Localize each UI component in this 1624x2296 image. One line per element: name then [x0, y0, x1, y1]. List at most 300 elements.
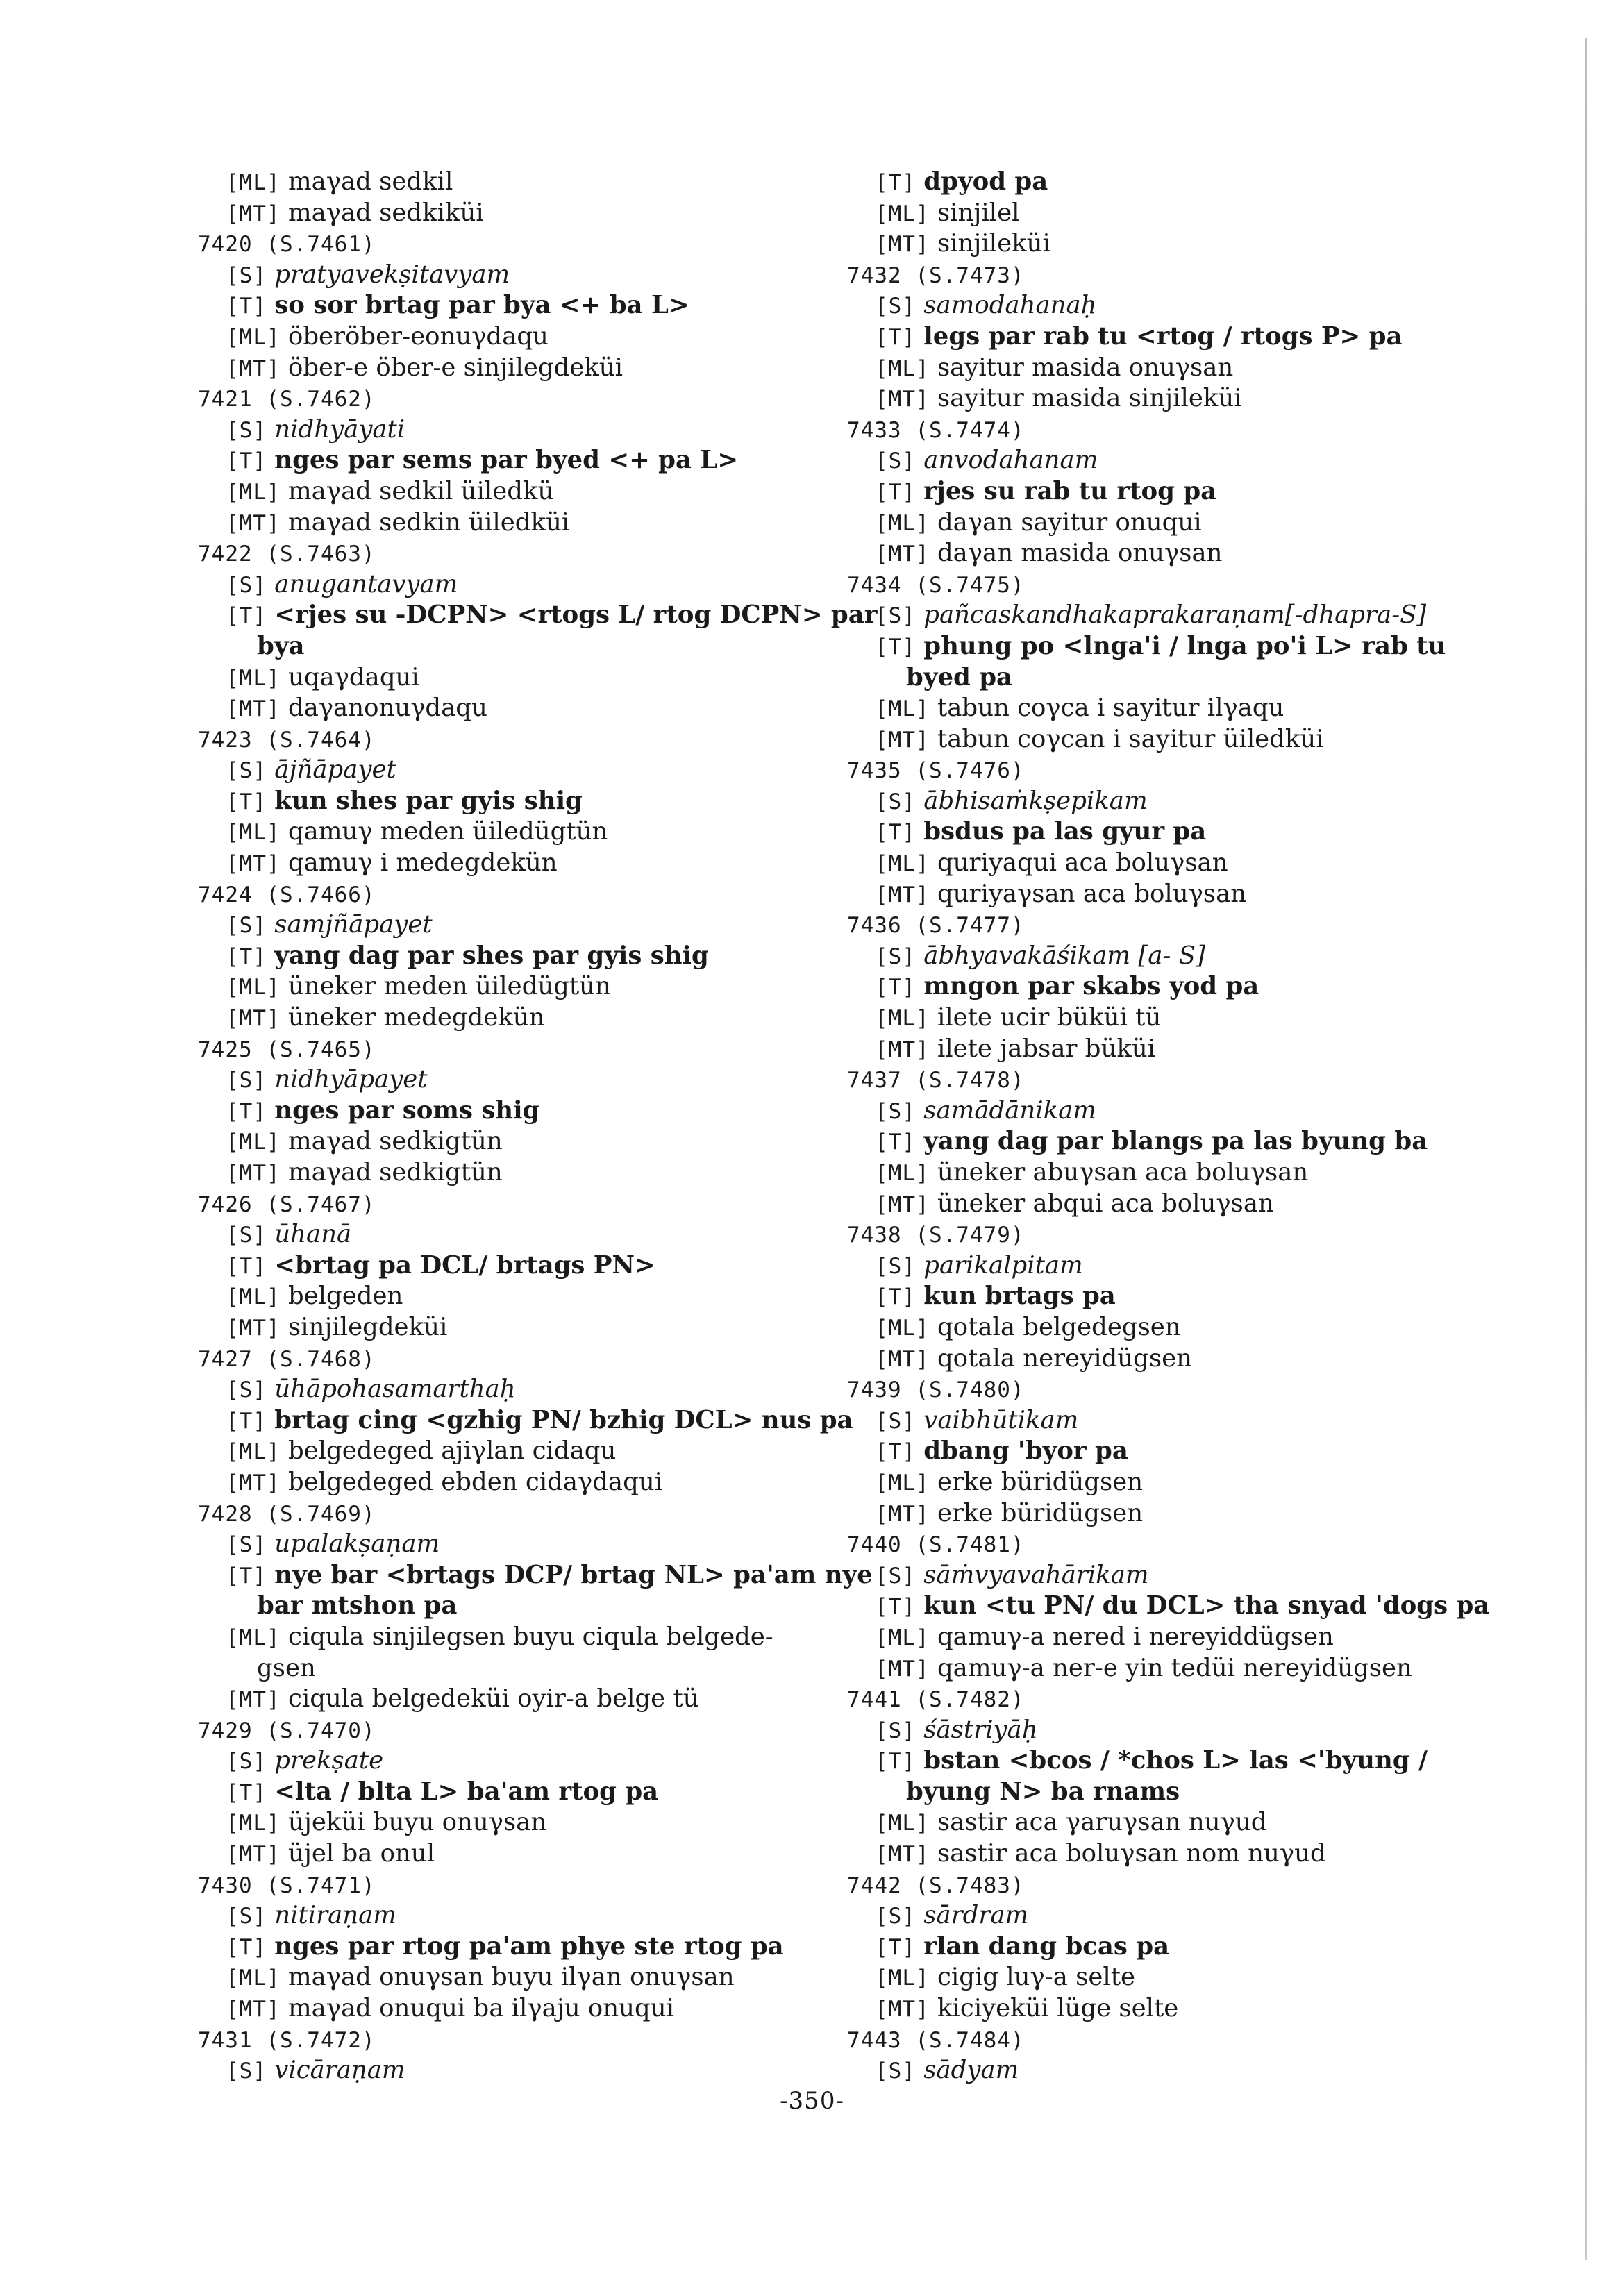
entry-number	[198, 1715, 851, 1746]
language-tag: [S]	[226, 417, 267, 443]
entry-number-text: 7435 (S.7476)	[847, 758, 1025, 784]
entry-number-text: 7424 (S.7466)	[198, 882, 376, 907]
language-tag: [MT]	[875, 232, 930, 258]
language-tag: [T]	[226, 294, 267, 319]
entry-text: tabun coγcan i sayitur üiledküi	[937, 724, 1324, 753]
language-tag: [T]	[875, 324, 916, 350]
entry-line-t	[847, 662, 1475, 694]
entry-line-s	[847, 1250, 1475, 1282]
language-tag: [S]	[226, 262, 267, 288]
language-tag: [S]	[875, 2059, 916, 2084]
entry-text: daγanonuγdaqu	[287, 694, 487, 723]
entry-text: maγad onuγsan buyu ilγan onuγsan	[287, 1963, 735, 1992]
entry-line-ml	[847, 1807, 1475, 1838]
entry-line-mt	[198, 1993, 851, 2025]
entry-line-t	[847, 1777, 1475, 1808]
language-tag: [S]	[226, 1532, 267, 1558]
entry-line-t	[847, 1281, 1475, 1312]
language-tag: [MT]	[226, 1687, 281, 1713]
entry-line-t	[847, 167, 1475, 198]
entry-line-t	[198, 631, 851, 662]
entry-number	[847, 2025, 1475, 2056]
entry-number-text: 7429 (S.7470)	[198, 1718, 376, 1743]
entry-text: śāstriyāḥ	[923, 1715, 1038, 1744]
entry-text: <brtag pa DCL/ brtags PN>	[274, 1250, 655, 1280]
entry-text: ābhyavakāśikam [a- S]	[923, 941, 1205, 970]
entry-line-s	[198, 1900, 851, 1932]
entry-number	[847, 569, 1475, 601]
entry-number-text: 7426 (S.7467)	[198, 1191, 376, 1217]
language-tag: [ML]	[226, 1625, 281, 1650]
entry-line-s	[847, 2055, 1475, 2086]
entry-text: mngon par skabs yod pa	[923, 972, 1259, 1001]
entry-number-text: 7430 (S.7471)	[198, 1872, 376, 1898]
language-tag: [MT]	[875, 1656, 930, 1682]
entry-line-s	[198, 1219, 851, 1250]
entry-line-s	[198, 2055, 851, 2086]
entry-number	[847, 1870, 1475, 1901]
entry-line-ml	[847, 693, 1475, 724]
entry-number	[198, 383, 851, 414]
entry-text: daγan masida onuγsan	[937, 539, 1223, 568]
entry-line-ml	[198, 1962, 851, 1993]
language-tag: [ML]	[875, 355, 930, 381]
language-tag: [MT]	[875, 1997, 930, 2022]
language-tag: [S]	[875, 1904, 916, 1929]
language-tag: [ML]	[875, 1811, 930, 1836]
entry-number-text: 7436 (S.7477)	[847, 913, 1025, 939]
entry-line-ml	[198, 971, 851, 1003]
language-tag: [T]	[875, 1439, 916, 1465]
entry-line-ml	[847, 353, 1475, 384]
entry-text: erke büridügsen	[937, 1498, 1144, 1527]
entry-text: ūhāpohasamarthaḥ	[274, 1375, 516, 1404]
entry-text: yang dag par blangs pa las byung ba	[923, 1127, 1428, 1156]
language-tag: [S]	[875, 1563, 916, 1589]
entry-number-text: 7441 (S.7482)	[847, 1687, 1025, 1713]
language-tag: [MT]	[875, 1037, 930, 1062]
entry-number	[198, 228, 851, 260]
entry-text: sastir aca γaruγsan nuγud	[937, 1808, 1267, 1837]
entry-text: sārdram	[923, 1901, 1029, 1930]
entry-line-ml	[198, 1653, 851, 1684]
language-tag: [S]	[226, 572, 267, 598]
entry-line-s	[198, 910, 851, 941]
language-tag: [ML]	[875, 1315, 930, 1341]
entry-number-text: 7439 (S.7480)	[847, 1377, 1025, 1403]
language-tag: [ML]	[226, 820, 281, 846]
entry-text: so sor brtag par bya <+ ba L>	[274, 291, 689, 320]
entry-number-text: 7427 (S.7468)	[198, 1346, 376, 1372]
entry-text: bsdus pa las gyur pa	[923, 817, 1207, 846]
entry-number-text: 7423 (S.7464)	[198, 727, 376, 753]
entry-text: quriyaγsan aca boluγsan	[937, 879, 1247, 908]
entry-line-s	[847, 290, 1475, 321]
entry-number	[198, 724, 851, 755]
language-tag: [ML]	[875, 851, 930, 877]
entry-line-ml	[847, 1312, 1475, 1343]
language-tag: [MT]	[875, 1501, 930, 1527]
entry-line-mt	[198, 1003, 851, 1034]
entry-text: kiciyeküi lüge selte	[937, 1994, 1179, 2023]
entry-line-t	[847, 971, 1475, 1003]
language-tag: [ML]	[875, 1006, 930, 1032]
language-tag: [MT]	[875, 882, 930, 907]
entry-number-text: 7421 (S.7462)	[198, 387, 376, 412]
language-tag: [S]	[875, 1253, 916, 1279]
language-tag: [S]	[226, 1068, 267, 1093]
entry-line-ml	[847, 848, 1475, 879]
entry-line-ml	[198, 1436, 851, 1467]
entry-text: <lta / blta L> ba'am rtog pa	[274, 1777, 659, 1806]
entry-text: rlan dang bcas pa	[923, 1932, 1170, 1961]
entry-number-text: 7434 (S.7475)	[847, 572, 1025, 598]
entry-text: legs par rab tu <rtog / rtogs P> pa	[923, 321, 1403, 351]
entry-text: vaibhūtikam	[923, 1405, 1079, 1434]
entry-line-s	[198, 755, 851, 786]
entry-text: anvodahanam	[923, 446, 1098, 475]
entry-line-ml	[198, 816, 851, 848]
entry-line-ml	[198, 662, 851, 694]
language-tag: [ML]	[226, 479, 281, 505]
language-tag: [S]	[875, 1408, 916, 1434]
entry-text: qamuγ i medegdekün	[287, 848, 558, 878]
language-tag: [MT]	[226, 355, 281, 381]
entry-text: bar mtshon pa	[257, 1591, 458, 1620]
entry-text: byed pa	[906, 662, 1013, 692]
entry-text: kun brtags pa	[923, 1282, 1116, 1311]
entry-text: nitiraṇam	[274, 1901, 396, 1930]
language-tag: [ML]	[226, 1439, 281, 1465]
language-tag: [MT]	[226, 696, 281, 722]
entry-number-text: 7422 (S.7463)	[198, 542, 376, 567]
entry-line-s	[198, 1745, 851, 1777]
entry-line-mt	[847, 1034, 1475, 1065]
entry-line-t	[198, 786, 851, 817]
entry-text: parikalpitam	[923, 1250, 1083, 1280]
language-tag: [T]	[226, 449, 267, 474]
entry-text: byung N> ba rnams	[906, 1777, 1180, 1806]
language-tag: [ML]	[226, 665, 281, 691]
entry-number	[847, 755, 1475, 786]
entry-text: uqaγdaqui	[287, 662, 419, 692]
entry-text: anugantavyam	[274, 569, 458, 598]
entry-line-s	[847, 1096, 1475, 1127]
entry-number	[198, 2025, 851, 2056]
entry-text: üneker meden üiledügtün	[287, 972, 611, 1001]
entry-text: dbang 'byor pa	[923, 1436, 1128, 1466]
entry-line-mt	[198, 508, 851, 539]
language-tag: [MT]	[226, 1315, 281, 1341]
entry-number	[847, 910, 1475, 941]
entry-line-mt	[847, 538, 1475, 569]
entry-text: qotala belgedegsen	[937, 1312, 1181, 1341]
entry-line-t	[847, 321, 1475, 353]
entry-text: üneker abqui aca boluγsan	[937, 1189, 1274, 1218]
entry-line-t	[198, 290, 851, 321]
language-tag: [T]	[875, 1934, 916, 1960]
entry-line-ml	[847, 1622, 1475, 1653]
entry-line-t	[198, 600, 878, 631]
entry-text: gsen	[257, 1653, 316, 1682]
entry-text: sayitur masida onuγsan	[937, 353, 1234, 382]
entry-number-text: 7420 (S.7461)	[198, 232, 376, 258]
language-tag: [ML]	[875, 510, 930, 536]
entry-text: upalakṣaṇam	[274, 1530, 440, 1559]
entry-text: rjes su rab tu rtog pa	[923, 476, 1217, 505]
entry-line-t	[198, 445, 851, 476]
entry-text: brtag cing <gzhig PN/ bzhig DCL> nus pa	[274, 1405, 853, 1434]
entry-line-mt	[847, 228, 1475, 260]
entry-text: ūhanā	[274, 1220, 352, 1249]
left-column	[198, 167, 878, 2086]
entry-text: sinjileküi	[937, 229, 1050, 258]
entry-text: maγad onuqui ba ilγaju onuqui	[287, 1994, 674, 2023]
language-tag: [T]	[875, 634, 916, 660]
entry-text: prekṣate	[274, 1746, 384, 1775]
entry-text: belgeden	[287, 1282, 403, 1311]
entry-line-t	[198, 1591, 851, 1622]
entry-text: qamuγ-a nered i nereyiddügsen	[937, 1622, 1334, 1651]
entry-number	[847, 260, 1475, 291]
entry-line-mt	[847, 1993, 1475, 2025]
entry-text: samjñāpayet	[274, 910, 433, 939]
entry-number	[198, 879, 851, 910]
entry-text: nges par soms shig	[274, 1096, 540, 1125]
entry-text: maγad sedkil üiledkü	[287, 476, 554, 505]
language-tag: [S]	[875, 1098, 916, 1124]
entry-line-t	[847, 631, 1475, 662]
language-tag: [T]	[226, 1098, 267, 1124]
entry-text: ciqula sinjilegsen buyu ciqula belgede-	[287, 1622, 773, 1651]
entry-text: sinjilel	[937, 198, 1020, 227]
entry-text: erke büridügsen	[937, 1467, 1144, 1496]
language-tag: [ML]	[226, 170, 281, 195]
language-tag: [MT]	[875, 727, 930, 753]
language-tag: [T]	[875, 820, 916, 846]
entry-text: üneker abuγsan aca boluγsan	[937, 1158, 1309, 1187]
entry-text: sastir aca boluγsan nom nuγud	[937, 1839, 1326, 1868]
entry-line-ml	[198, 1281, 851, 1312]
entry-line-t	[198, 1096, 851, 1127]
entry-text: kun <tu PN/ du DCL> tha snyad 'dogs pa	[923, 1591, 1490, 1620]
language-tag: [T]	[875, 1594, 916, 1620]
entry-number-text: 7440 (S.7481)	[847, 1532, 1025, 1558]
entry-text: belgedeged ajiγlan cidaqu	[287, 1436, 617, 1466]
entry-line-ml	[198, 1622, 851, 1653]
entry-line-mt	[847, 1343, 1475, 1375]
entry-line-ml	[198, 321, 851, 353]
entry-line-ml	[847, 198, 1475, 229]
language-tag: [T]	[875, 479, 916, 505]
entry-text: ājñāpayet	[274, 755, 396, 785]
right-column	[847, 167, 1490, 2086]
language-tag: [ML]	[226, 324, 281, 350]
language-tag: [MT]	[226, 1470, 281, 1495]
entry-line-t	[198, 1250, 851, 1282]
entry-line-t	[198, 1777, 851, 1808]
entry-text: vicāraṇam	[274, 2056, 405, 2085]
entry-number	[198, 1034, 851, 1065]
entry-line-t	[847, 1932, 1475, 1963]
entry-line-t	[847, 1126, 1475, 1157]
entry-line-ml	[198, 476, 851, 508]
entry-text: nges par sems par byed <+ pa L>	[274, 446, 739, 475]
entry-number	[847, 1219, 1475, 1250]
entry-number	[198, 1498, 851, 1530]
entry-text: öberöber-eonuγdaqu	[287, 321, 549, 351]
entry-line-mt	[198, 1838, 851, 1870]
entry-line-mt	[847, 1498, 1475, 1530]
entry-line-s	[198, 1529, 851, 1560]
language-tag: [ML]	[875, 201, 930, 226]
language-tag: [S]	[226, 758, 267, 784]
language-tag: [ML]	[875, 1966, 930, 1991]
language-tag: [ML]	[226, 1130, 281, 1155]
language-tag: [S]	[226, 913, 267, 939]
language-tag: [T]	[226, 1934, 267, 1960]
entry-text: yang dag par shes par gyis shig	[274, 941, 709, 970]
language-tag: [ML]	[226, 1284, 281, 1310]
entry-line-s	[198, 260, 851, 291]
entry-text: phung po <lnga'i / lnga po'i L> rab tu	[923, 631, 1446, 660]
entry-line-ml	[847, 508, 1475, 539]
entry-line-t	[198, 1405, 851, 1436]
entry-text: öber-e öber-e sinjilegdeküi	[287, 353, 623, 382]
entry-text: cigig luγ-a selte	[937, 1963, 1136, 1992]
entry-text: bya	[257, 631, 305, 660]
entry-line-s	[847, 786, 1475, 817]
entry-text: maγad sedkigtün	[287, 1127, 503, 1156]
entry-number	[847, 1374, 1475, 1405]
entry-line-ml	[847, 1962, 1475, 1993]
language-tag: [T]	[875, 1749, 916, 1775]
entry-line-t	[198, 1932, 851, 1963]
entry-number	[847, 414, 1475, 446]
entry-line-s	[847, 445, 1475, 476]
entry-text: pañcaskandhakaprakaraṇam[-dhapra-S]	[923, 601, 1427, 630]
entry-text: sādyam	[923, 2056, 1019, 2085]
language-tag: [MT]	[226, 510, 281, 536]
language-tag: [ML]	[226, 1966, 281, 1991]
entry-line-ml	[847, 1003, 1475, 1034]
entry-number	[847, 1064, 1475, 1096]
entry-line-t	[198, 1560, 873, 1591]
entry-number	[198, 1343, 851, 1375]
entry-text: nidhyāyati	[274, 414, 405, 444]
entry-number-text: 7443 (S.7484)	[847, 2027, 1025, 2053]
entry-text: üneker medegdekün	[287, 1003, 545, 1032]
language-tag: [ML]	[875, 1470, 930, 1495]
entry-line-ml	[847, 1467, 1475, 1498]
entry-line-s	[847, 1405, 1475, 1436]
entry-number	[198, 1870, 851, 1901]
language-tag: [ML]	[875, 1161, 930, 1186]
entry-line-mt	[198, 198, 851, 229]
language-tag: [MT]	[226, 851, 281, 877]
language-tag: [S]	[875, 603, 916, 629]
entry-text: ilete ucir büküi tü	[937, 1003, 1162, 1032]
language-tag: [T]	[875, 170, 916, 195]
entry-text: dpyod pa	[923, 167, 1048, 196]
entry-number-text: 7425 (S.7465)	[198, 1037, 376, 1062]
entry-number	[198, 538, 851, 569]
language-tag: [S]	[226, 2059, 267, 2084]
language-tag: [ML]	[875, 1625, 930, 1650]
entry-line-t	[847, 816, 1475, 848]
entry-line-ml	[198, 1807, 851, 1838]
language-tag: [T]	[226, 1253, 267, 1279]
language-tag: [MT]	[226, 201, 281, 226]
entry-line-mt	[198, 1684, 851, 1715]
language-tag: [T]	[226, 1563, 267, 1589]
entry-number-text: 7432 (S.7473)	[847, 262, 1025, 288]
language-tag: [MT]	[226, 1997, 281, 2022]
language-tag: [S]	[875, 294, 916, 319]
entry-line-s	[198, 1064, 851, 1096]
entry-text: maγad sedkin üiledküi	[287, 508, 570, 537]
entry-line-mt	[198, 1467, 851, 1498]
language-tag: [MT]	[226, 1161, 281, 1186]
language-tag: [S]	[226, 1377, 267, 1403]
language-tag: [S]	[875, 449, 916, 474]
entry-line-t	[847, 1591, 1490, 1622]
entry-text: belgedeged ebden cidaγdaqui	[287, 1467, 663, 1496]
entry-line-s	[198, 1374, 851, 1405]
entry-line-t	[198, 941, 851, 972]
language-tag: [ML]	[226, 975, 281, 1000]
entry-line-ml	[847, 1157, 1475, 1189]
entry-text: ābhisaṁkṣepikam	[923, 786, 1148, 815]
entry-line-mt	[847, 1653, 1475, 1684]
entry-text: sayitur masida sinjileküi	[937, 384, 1242, 413]
entry-text: quriyaqui aca boluγsan	[937, 848, 1228, 878]
entry-number	[847, 1529, 1475, 1560]
entry-line-t	[847, 1745, 1475, 1777]
entry-line-mt	[847, 383, 1475, 414]
language-tag: [S]	[226, 1904, 267, 1929]
language-tag: [S]	[875, 944, 916, 969]
language-tag: [ML]	[875, 696, 930, 722]
entry-text: nges par rtog pa'am phye ste rtog pa	[274, 1932, 784, 1961]
entry-text: tabun coγca i sayitur ilγaqu	[937, 694, 1284, 723]
entry-text: qamuγ-a ner-e yin tedüi nereyidügsen	[937, 1653, 1412, 1682]
language-tag: [T]	[875, 1284, 916, 1310]
entry-line-s	[847, 1715, 1475, 1746]
entry-text: nye bar <brtags DCP/ brtag NL> pa'am nye	[274, 1560, 873, 1589]
language-tag: [T]	[226, 1779, 267, 1805]
entry-number	[198, 1189, 851, 1220]
entry-text: maγad sedkiküi	[287, 198, 484, 227]
language-tag: [T]	[226, 944, 267, 969]
entry-text: qamuγ meden üiledügtün	[287, 817, 608, 846]
entry-line-t	[847, 476, 1475, 508]
entry-text: nidhyāpayet	[274, 1065, 428, 1094]
entry-line-mt	[847, 879, 1475, 910]
language-tag: [S]	[226, 1223, 267, 1248]
entry-text: samodahanaḥ	[923, 291, 1097, 320]
language-tag: [T]	[875, 975, 916, 1000]
language-tag: [MT]	[875, 1842, 930, 1868]
entry-text: samādānikam	[923, 1096, 1096, 1125]
language-tag: [T]	[226, 1408, 267, 1434]
language-tag: [T]	[226, 603, 267, 629]
language-tag: [MT]	[875, 1346, 930, 1372]
entry-line-ml	[198, 167, 851, 198]
entry-line-mt	[198, 1157, 851, 1189]
binding-edge	[1585, 38, 1587, 2260]
entry-text: daγan sayitur onuqui	[937, 508, 1202, 537]
